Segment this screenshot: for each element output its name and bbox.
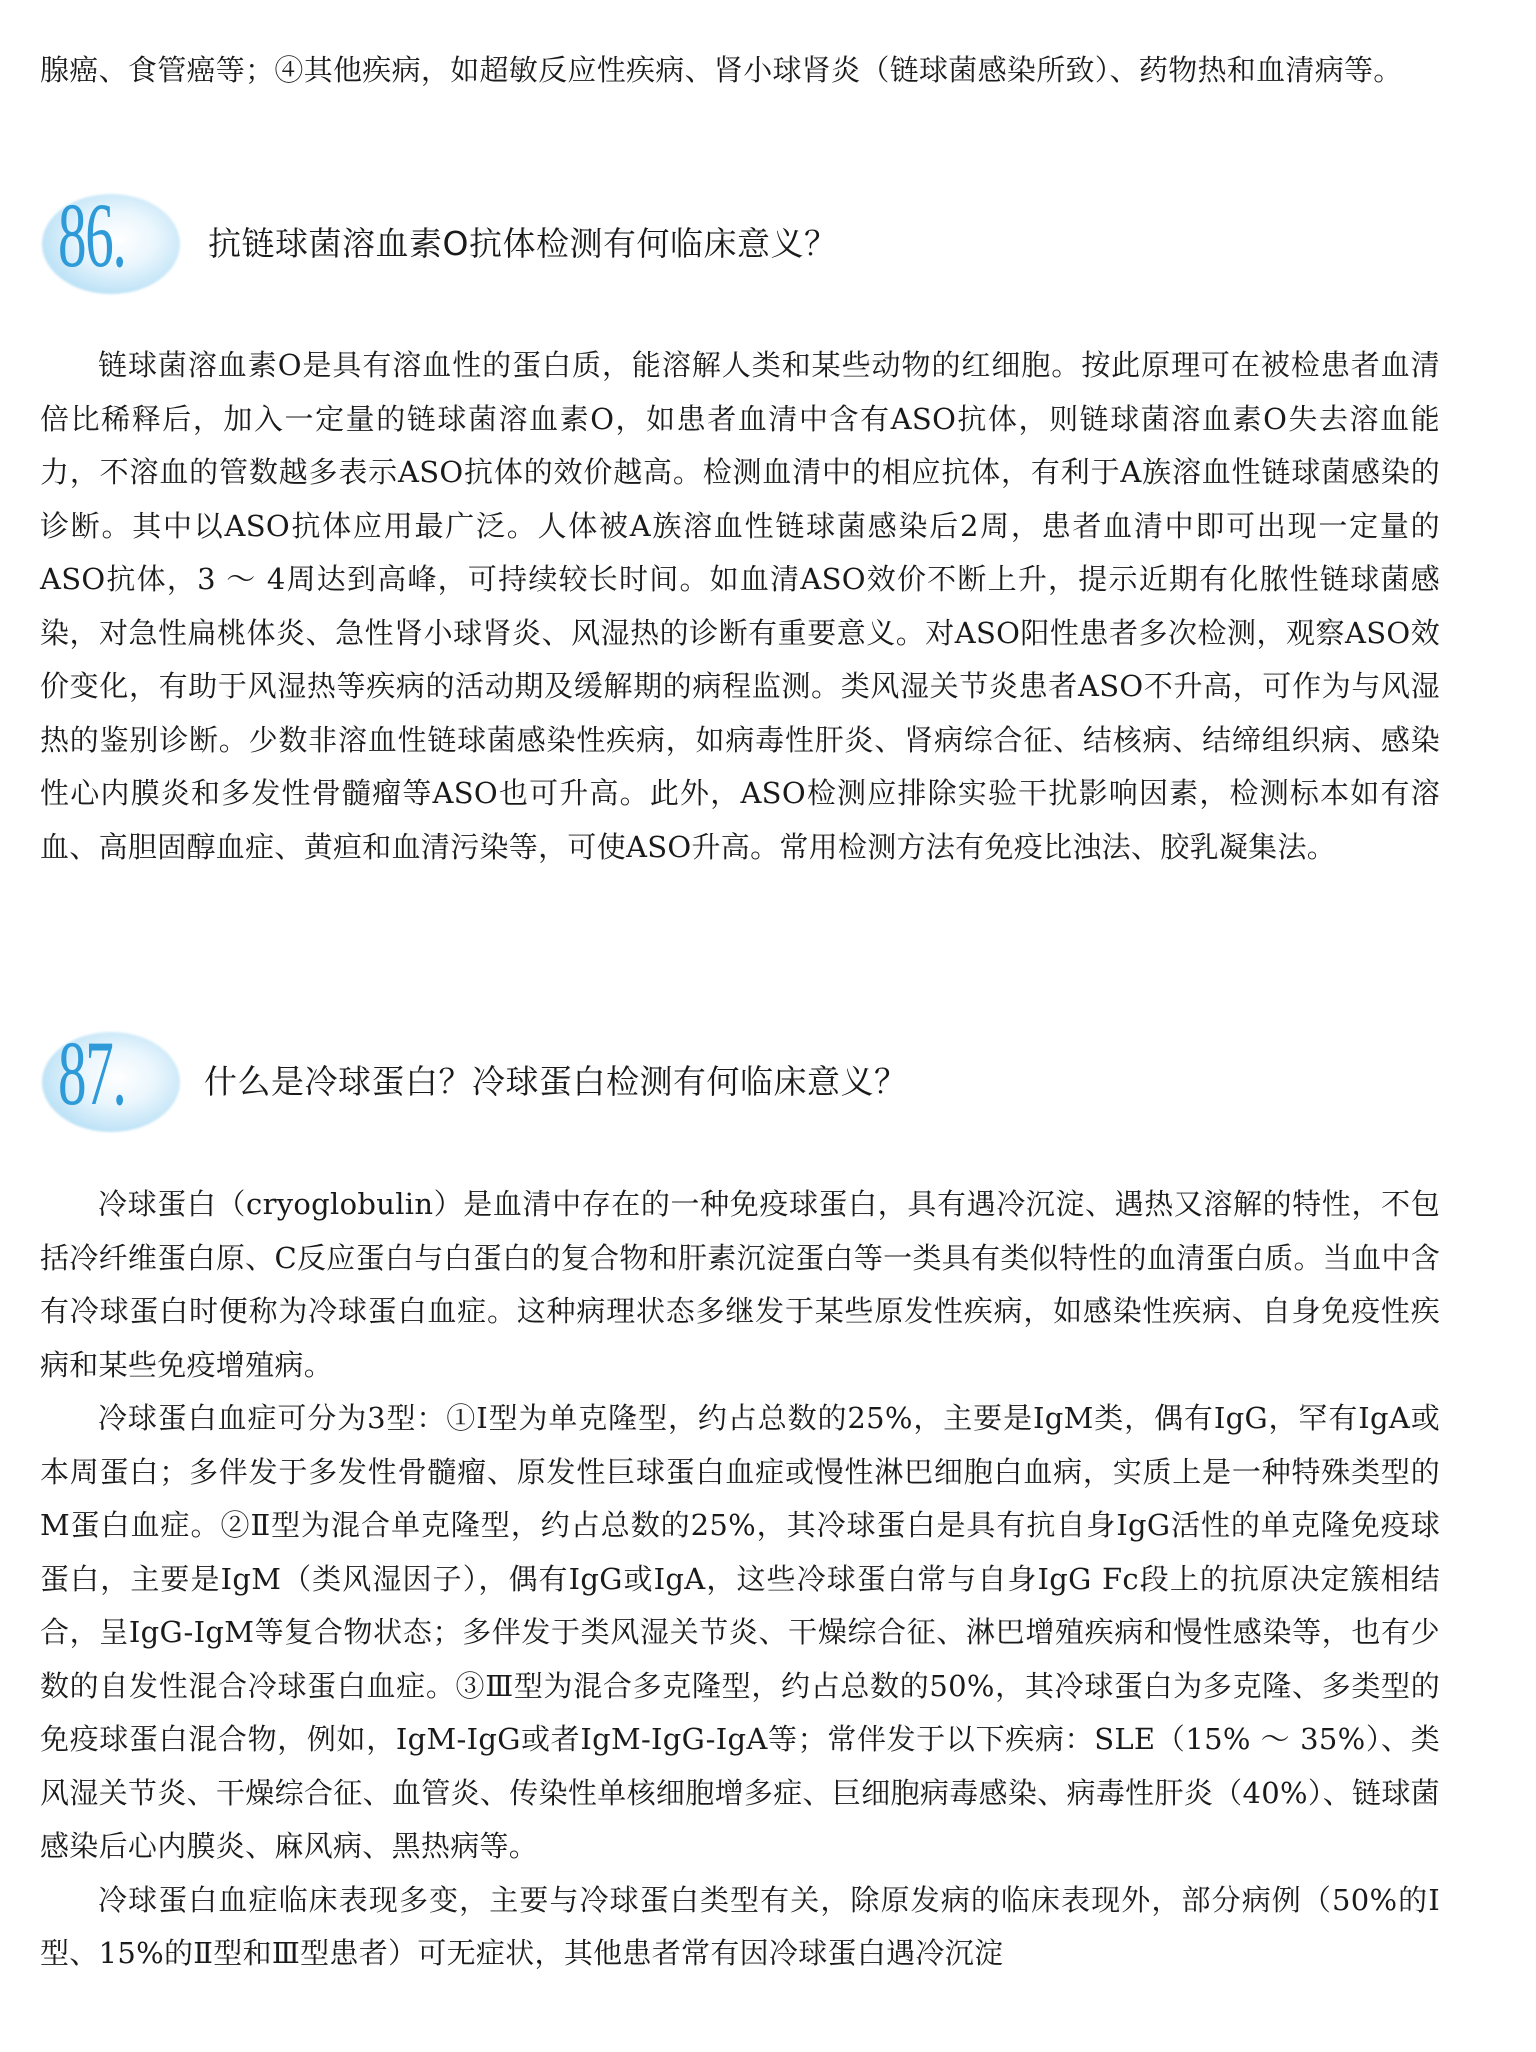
section-body-87 — [40, 1178, 1440, 1981]
section-title: 抗链球菌溶血素O抗体检测有何临床意义？ — [208, 224, 838, 263]
body-paragraph: 冷球蛋白血症可分为3型：①Ⅰ型为单克隆型，约占总数的25%，主要是IgM类，偶有IgG，罕有IgA或本周蛋白；多伴发于多发性骨髓瘤、原发性巨球蛋白血症或慢性淋巴细胞白血病，实质上是一种特殊类型的M蛋白血症。②Ⅱ型为混合单克隆型，约占总数的25%，其冷球蛋白是具有抗自身IgG活性的单克隆免疫球蛋白，主要是IgM（类风湿因子），偶有IgG或IgA，这些冷球蛋白常与自身IgG Fc段上的抗原决定簇相结合，呈IgG-IgM等复合物状态；多伴发于类风湿关节炎、干燥综合征、淋巴增殖疾病和慢性感染等，也有少数的自发性混合冷球蛋白血症。③Ⅲ型为混合多克隆型，约占总数的50%，其冷球蛋白为多克隆、多类型的免疫球蛋白混合物，例如，IgM-IgG或者IgM-IgG-IgA等；常伴发于以下疾病：SLE（15% ～ 35%）、类风湿关节炎、干燥综合征、血管炎、传染性单核细胞增多症、巨细胞病毒感染、病毒性肝炎（40%）、链球菌感染后心内膜炎、麻风病、黑热病等。 — [40, 1401, 1440, 1863]
section-heading-87 — [36, 1018, 1436, 1146]
section-body-86 — [40, 339, 1440, 874]
body-paragraph: 冷球蛋白（cryoglobulin）是血清中存在的一种免疫球蛋白，具有遇冷沉淀、遇热又溶解的特性，不包括冷纤维蛋白原、C反应蛋白与白蛋白的复合物和肝素沉淀蛋白等一类具有类似特性的血清蛋白质。当血中含有冷球蛋白时便称为冷球蛋白血症。这种病理状态多继发于某些原发性疾病，如感染性疾病、自身免疫性疾病和某些免疫增殖病。 — [40, 1187, 1440, 1382]
section-title: 什么是冷球蛋白？冷球蛋白检测有何临床意义？ — [204, 1062, 908, 1101]
question-number: 86. — [58, 184, 126, 286]
question-number-badge — [36, 180, 186, 300]
intro-text: 腺癌、食管癌等；④其他疾病，如超敏反应性疾病、肾小球肾炎（链球菌感染所致）、药物热和血清病等。 — [40, 53, 1403, 87]
body-paragraph: 冷球蛋白血症临床表现多变，主要与冷球蛋白类型有关，除原发病的临床表现外，部分病例（50%的Ⅰ型、15%的Ⅱ型和Ⅲ型患者）可无症状，其他患者常有因冷球蛋白遇冷沉淀 — [40, 1882, 1440, 1970]
body-paragraph: 链球菌溶血素O是具有溶血性的蛋白质，能溶解人类和某些动物的红细胞。按此原理可在被检患者血清倍比稀释后，加入一定量的链球菌溶血素O，如患者血清中含有ASO抗体，则链球菌溶血素O失去溶血能力，不溶血的管数越多表示ASO抗体的效价越高。检测血清中的相应抗体，有利于A族溶血性链球菌感染的诊断。其中以ASO抗体应用最广泛。人体被A族溶血性链球菌感染后2周，患者血清中即可出现一定量的ASO抗体，3 ～ 4周达到高峰，可持续较长时间。如血清ASO效价不断上升，提示近期有化脓性链球菌感染，对急性扁桃体炎、急性肾小球肾炎、风湿热的诊断有重要意义。对ASO阳性患者多次检测，观察ASO效价变化，有助于风湿热等疾病的活动期及缓解期的病程监测。类风湿关节炎患者ASO不升高，可作为与风湿热的鉴别诊断。少数非溶血性链球菌感染性疾病，如病毒性肝炎、肾病综合征、结核病、结缔组织病、感染性心内膜炎和多发性骨髓瘤等ASO也可升高。此外，ASO检测应排除实验干扰影响因素，检测标本如有溶血、高胆固醇血症、黄疸和血清污染等，可使ASO升高。常用检测方法有免疫比浊法、胶乳凝集法。 — [40, 348, 1440, 864]
question-number: 87. — [58, 1022, 126, 1124]
question-number-badge — [36, 1018, 186, 1138]
section-heading-86 — [36, 180, 1436, 308]
intro-paragraph — [40, 44, 1440, 98]
